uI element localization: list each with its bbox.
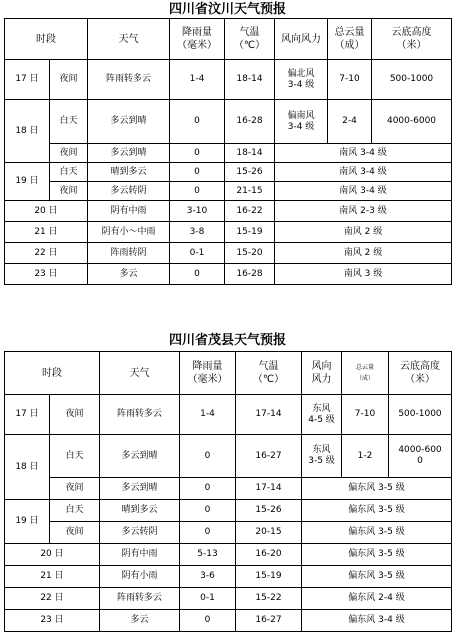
- date-cell: 23 日: [5, 264, 88, 285]
- wind-cell: 偏东风 3-4 级: [302, 610, 452, 632]
- table-row: [5, 588, 452, 610]
- rain-cell: 0: [180, 500, 236, 522]
- temp-cell: 20-15: [236, 522, 302, 544]
- rain-cell: 0: [180, 435, 236, 478]
- weather-cell: 阴有中雨: [88, 201, 170, 222]
- rain-cell: 3-10: [170, 201, 225, 222]
- wind-cell: 偏北风 3-4 级: [275, 60, 328, 100]
- date-cell: 17 日: [5, 395, 50, 435]
- weather-cell: 多云转阴: [100, 522, 180, 544]
- rain-cell: 0: [170, 264, 225, 285]
- header-cloud-base: 云底高度 （米）: [389, 352, 452, 395]
- cloud-cell: 7-10: [328, 60, 372, 100]
- table-row: [5, 395, 452, 435]
- table-row: [5, 544, 452, 566]
- header-period: 时段: [5, 19, 88, 60]
- weather-cell: 晴到多云: [88, 163, 170, 182]
- rain-cell: 5-13: [180, 544, 236, 566]
- header-period: 时段: [5, 352, 100, 395]
- cloud-base-cell: 4000-600 0: [389, 435, 452, 478]
- wind-cell: 南风 2 级: [275, 243, 452, 264]
- weather-cell: 阴有中雨: [100, 544, 180, 566]
- weather-cell: 多云到晴: [100, 435, 180, 478]
- cloud-base-cell: 500-1000: [372, 60, 452, 100]
- period-cell: 白天: [50, 435, 100, 478]
- table-row: [5, 435, 452, 478]
- date-cell: 18 日: [5, 100, 50, 163]
- date-cell: 22 日: [5, 243, 88, 264]
- table-row: [5, 566, 452, 588]
- wind-cell: 南风 2 级: [275, 222, 452, 243]
- table-row: [5, 100, 452, 144]
- wind-cell: 东风 3-5 级: [302, 435, 342, 478]
- table-row: [5, 182, 452, 201]
- date-cell: 21 日: [5, 566, 100, 588]
- wind-cell: 南风 3-4 级: [275, 163, 452, 182]
- weather-cell: 阵雨转多云: [100, 395, 180, 435]
- wind-cell: 偏东风 3-5 级: [302, 478, 452, 500]
- temp-cell: 16-22: [225, 201, 275, 222]
- wenchuan-forecast-table: [4, 18, 452, 285]
- temp-cell: 15-26: [225, 163, 275, 182]
- period-cell: 夜间: [50, 478, 100, 500]
- cloud-cell: 1-2: [342, 435, 389, 478]
- maoxian-forecast-table: [4, 351, 452, 632]
- wind-cell: 偏东风 3-5 级: [302, 500, 452, 522]
- weather-cell: 多云到晴: [88, 100, 170, 144]
- header-cloud-cover: 总云量 （成）: [328, 19, 372, 60]
- date-cell: 17 日: [5, 60, 50, 100]
- table-row: [5, 478, 452, 500]
- rain-cell: 0-1: [180, 588, 236, 610]
- rain-cell: 1-4: [170, 60, 225, 100]
- date-cell: 20 日: [5, 544, 100, 566]
- temp-cell: 16-28: [225, 264, 275, 285]
- table-row: [5, 222, 452, 243]
- wind-cell: 南风 3-4 级: [275, 182, 452, 201]
- date-cell: 19 日: [5, 163, 50, 201]
- temp-cell: 15-22: [236, 588, 302, 610]
- date-cell: 21 日: [5, 222, 88, 243]
- header-rainfall: 降雨量 （毫米）: [180, 352, 236, 395]
- temp-cell: 21-15: [225, 182, 275, 201]
- date-cell: 20 日: [5, 201, 88, 222]
- weather-cell: 多云转阴: [88, 182, 170, 201]
- table-row: [5, 60, 452, 100]
- table-row: [5, 243, 452, 264]
- wind-cell: 南风 2-3 级: [275, 201, 452, 222]
- table-row: [5, 610, 452, 632]
- weather-cell: 阴有小雨: [100, 566, 180, 588]
- header-weather: 天气: [88, 19, 170, 60]
- rain-cell: 3-8: [170, 222, 225, 243]
- date-cell: 22 日: [5, 588, 100, 610]
- rain-cell: 0-1: [170, 243, 225, 264]
- temp-cell: 18-14: [225, 60, 275, 100]
- wind-cell: 偏东风 2-4 级: [302, 588, 452, 610]
- weather-cell: 多云到晴: [88, 144, 170, 163]
- header-wind: 风向 风力: [302, 352, 342, 395]
- temp-cell: 15-26: [236, 500, 302, 522]
- temp-cell: 16-27: [236, 435, 302, 478]
- cloud-cell: 2-4: [328, 100, 372, 144]
- date-cell: 19 日: [5, 500, 50, 544]
- period-cell: 夜间: [50, 60, 88, 100]
- period-cell: 白天: [50, 100, 88, 144]
- rain-cell: 0: [180, 610, 236, 632]
- table-header-row: [5, 352, 452, 395]
- period-cell: 夜间: [50, 182, 88, 201]
- wind-cell: 偏东风 3-5 级: [302, 566, 452, 588]
- period-cell: 白天: [50, 163, 88, 182]
- rain-cell: 0: [170, 144, 225, 163]
- table2-title: 四川省茂县天气预报: [168, 333, 286, 348]
- header-cloud-cover: 总云量 （成）: [342, 352, 389, 395]
- weather-cell: 阵雨转阴: [88, 243, 170, 264]
- rain-cell: 0: [180, 478, 236, 500]
- table-header-row: [5, 19, 452, 60]
- rain-cell: 0: [170, 100, 225, 144]
- wind-cell: 偏东风 3-5 级: [302, 544, 452, 566]
- weather-cell: 阵雨转多云: [88, 60, 170, 100]
- temp-cell: 15-20: [225, 243, 275, 264]
- table1-title: 四川省汶川天气预报: [168, 2, 286, 17]
- rain-cell: 0: [180, 522, 236, 544]
- period-cell: 夜间: [50, 522, 100, 544]
- table-row: [5, 144, 452, 163]
- wind-cell: 东风 4-5 级: [302, 395, 342, 435]
- header-temperature: 气温 （℃）: [225, 19, 275, 60]
- temp-cell: 15-19: [236, 566, 302, 588]
- weather-cell: 多云: [88, 264, 170, 285]
- weather-cell: 晴到多云: [100, 500, 180, 522]
- wind-cell: 偏东风 3-5 级: [302, 522, 452, 544]
- header-rainfall: 降雨量 （毫米）: [170, 19, 225, 60]
- table-row: [5, 522, 452, 544]
- wind-cell: 南风 3 级: [275, 264, 452, 285]
- header-weather: 天气: [100, 352, 180, 395]
- date-cell: 18 日: [5, 435, 50, 500]
- wind-cell: 偏南风 3-4 级: [275, 100, 328, 144]
- temp-cell: 16-28: [225, 100, 275, 144]
- rain-cell: 3-6: [180, 566, 236, 588]
- temp-cell: 18-14: [225, 144, 275, 163]
- temp-cell: 16-27: [236, 610, 302, 632]
- header-cloud-base: 云底高度 （米）: [372, 19, 452, 60]
- temp-cell: 16-20: [236, 544, 302, 566]
- temp-cell: 17-14: [236, 478, 302, 500]
- period-cell: 夜间: [50, 144, 88, 163]
- period-cell: 白天: [50, 500, 100, 522]
- weather-cell: 多云: [100, 610, 180, 632]
- table-row: [5, 201, 452, 222]
- rain-cell: 0: [170, 163, 225, 182]
- period-cell: 夜间: [50, 395, 100, 435]
- table-row: [5, 163, 452, 182]
- table-row: [5, 264, 452, 285]
- temp-cell: 15-19: [225, 222, 275, 243]
- cloud-base-cell: 4000-6000: [372, 100, 452, 144]
- weather-cell: 阵雨转多云: [100, 588, 180, 610]
- temp-cell: 17-14: [236, 395, 302, 435]
- weather-cell: 阴有小～中雨: [88, 222, 170, 243]
- header-wind: 风向风力: [275, 19, 328, 60]
- header-temperature: 气温 （℃）: [236, 352, 302, 395]
- rain-cell: 1-4: [180, 395, 236, 435]
- date-cell: 23 日: [5, 610, 100, 632]
- cloud-base-cell: 500-1000: [389, 395, 452, 435]
- table-row: [5, 500, 452, 522]
- weather-cell: 多云到晴: [100, 478, 180, 500]
- cloud-cell: 7-10: [342, 395, 389, 435]
- rain-cell: 0: [170, 182, 225, 201]
- wind-cell: 南风 3-4 级: [275, 144, 452, 163]
